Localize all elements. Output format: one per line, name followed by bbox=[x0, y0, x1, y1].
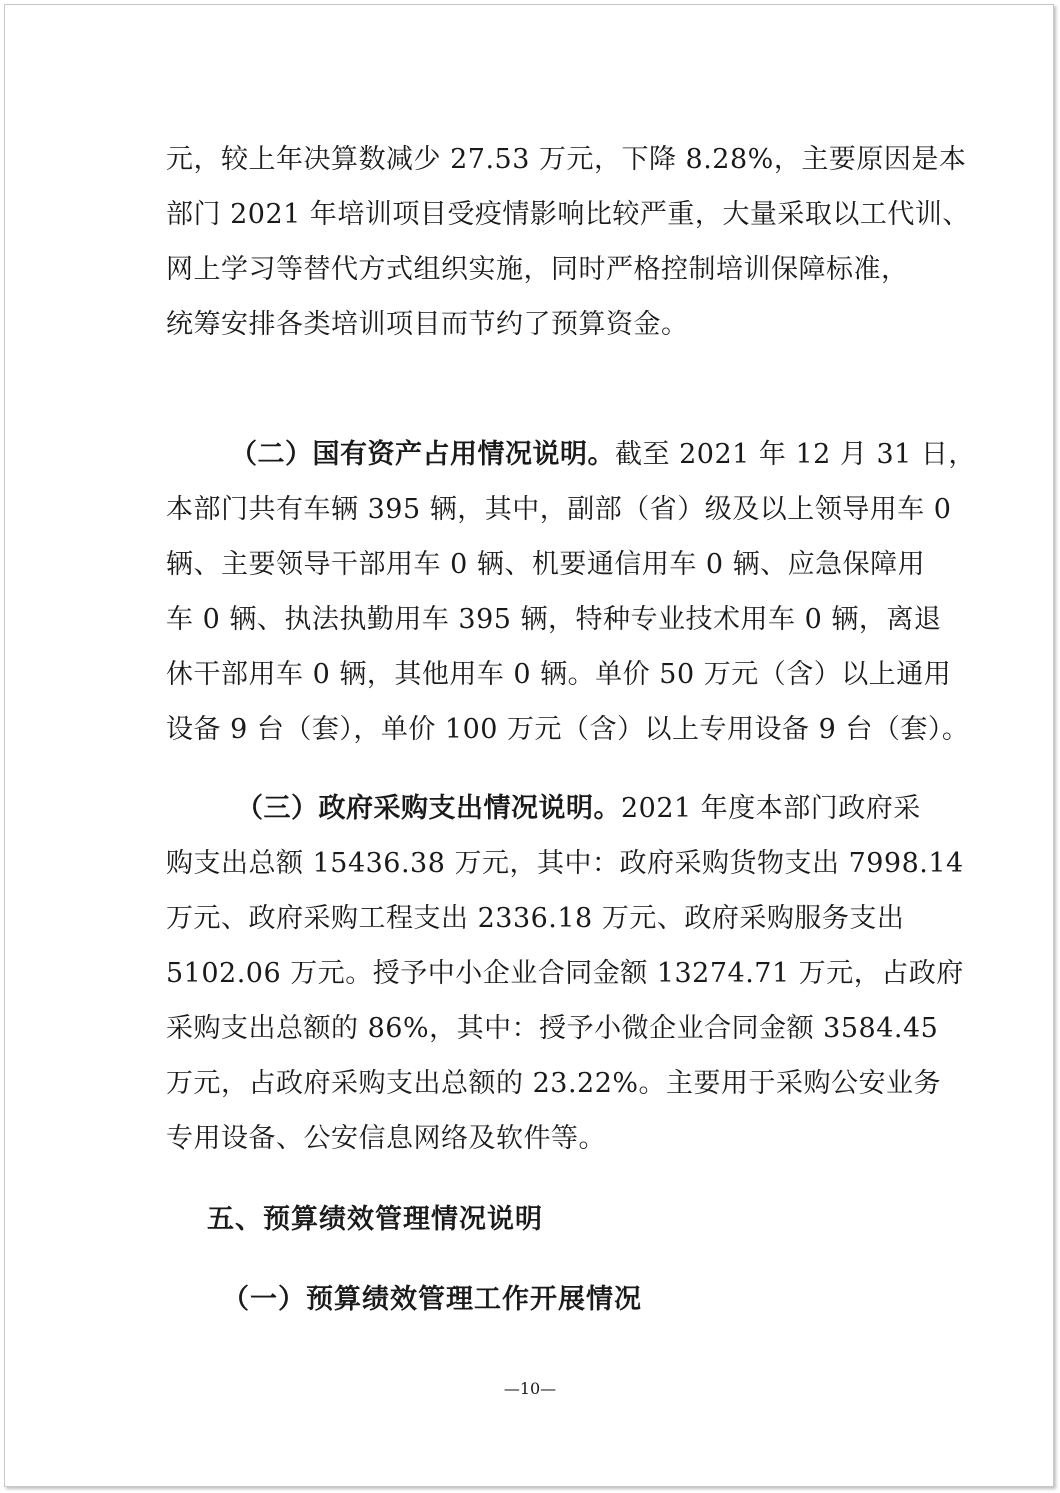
section-5-title: 五、预算绩效管理情况说明 bbox=[207, 1204, 543, 1235]
section-5-subtitle: （一）预算绩效管理工作开展情况 bbox=[222, 1284, 642, 1315]
paragraph-2-line-2: 本部门共有车辆 395 辆，其中，副部（省）级及以上领导用车 0 bbox=[166, 494, 952, 525]
paragraph-1-line-3: 网上学习等替代方式组织实施，同时严格控制培训保障标准， bbox=[166, 254, 909, 285]
paragraph-3-heading: （三）政府采购支出情况说明。 bbox=[236, 793, 621, 824]
paragraph-2-line-6: 设备 9 台（套），单价 100 万元（含）以上专用设备 9 台（套）。 bbox=[166, 714, 970, 745]
paragraph-2-line-3: 辆、主要领导干部用车 0 辆、机要通信用车 0 辆、应急保障用 bbox=[166, 549, 926, 580]
paragraph-3-first-line-text: 2021 年度本部门政府采 bbox=[621, 793, 921, 824]
paragraph-3-line-2: 购支出总额 15436.38 万元，其中：政府采购货物支出 7998.14 bbox=[166, 848, 964, 879]
paragraph-3-line-3: 万元、政府采购工程支出 2336.18 万元、政府采购服务支出 bbox=[166, 903, 905, 934]
paragraph-2-line-5: 休干部用车 0 辆，其他用车 0 辆。单价 50 万元（含）以上通用 bbox=[166, 659, 952, 690]
paragraph-3-line-6: 万元，占政府采购支出总额的 23.22%。主要用于采购公安业务 bbox=[166, 1068, 942, 1099]
paragraph-3-line-5: 采购支出总额的 86%，其中：授予小微企业合同金额 3584.45 bbox=[166, 1013, 939, 1044]
paragraph-2-first-line-text: 截至 2021 年 12 月 31 日， bbox=[615, 439, 976, 470]
paragraph-3-first-line bbox=[236, 791, 921, 827]
paragraph-1-line-2: 部门 2021 年培训项目受疫情影响比较严重，大量采取以工代训、 bbox=[166, 199, 970, 230]
paragraph-2-line-4: 车 0 辆、执法执勤用车 395 辆，特种专业技术用车 0 辆，离退 bbox=[166, 604, 942, 635]
paragraph-1-line-4: 统筹安排各类培训项目而节约了预算资金。 bbox=[166, 309, 689, 340]
paragraph-3-line-4: 5102.06 万元。授予中小企业合同金额 13274.71 万元，占政府 bbox=[166, 958, 964, 989]
paragraph-2-first-line bbox=[230, 437, 976, 473]
paragraph-3-line-7: 专用设备、公安信息网络及软件等。 bbox=[166, 1123, 606, 1154]
paragraph-1-line-1: 元，较上年决算数减少 27.53 万元，下降 8.28%，主要原因是本 bbox=[166, 144, 967, 175]
page-number: —10— bbox=[503, 1379, 557, 1398]
paragraph-2-heading: （二）国有资产占用情况说明。 bbox=[230, 439, 615, 470]
